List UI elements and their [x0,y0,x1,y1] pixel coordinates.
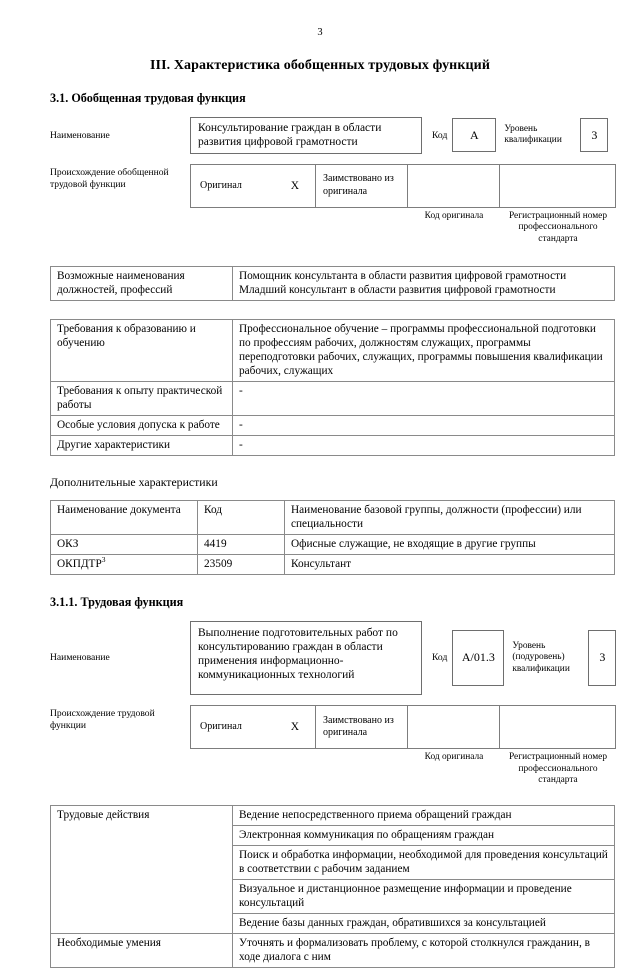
extra-characteristics-label: Дополнительные характеристики [50,474,218,489]
section-heading-3-1-1: 3.1.1. Трудовая функция [50,594,184,609]
caption-spacer-label [50,752,190,787]
requirement-label: Требования к опыту практической работы [51,381,233,415]
labor-action-item: Поиск и обработка информации, необходимой для проведения консультаций в соответствии с рабочим заданием [233,846,615,880]
table-row [51,435,615,455]
caption-spacer-cells [190,211,408,246]
origin-original-mark: X [290,179,299,192]
document-name: ОКЗ [57,537,79,550]
code-label: Код [432,652,448,664]
name-label: Наименование [50,652,110,664]
requirement-value: - [233,381,615,415]
generalized-function-origin-row [50,164,616,208]
table-header-row [51,500,615,534]
cell-document [51,534,198,554]
origin-grid [190,705,616,749]
origin-captions-row [50,211,616,246]
possible-titles-values [233,266,615,300]
table-row [51,554,615,574]
labor-function-origin-row [50,705,616,749]
labor-function-code-value: A/01.3 [452,630,504,686]
origin-borrowed-cell: Заимствовано из оригинала [316,706,408,748]
origin-original-label: Оригинал [200,721,242,733]
origin-label: Происхождение трудовой функции [50,707,155,732]
extra-characteristics-table [50,500,615,575]
page-title: III. Характеристика обобщенных трудовых функций [149,57,491,73]
labor-action-item: Ведение базы данных граждан, обратившихся за консультацией [233,914,615,934]
table-row [51,381,615,415]
list-item: Помощник консультанта в области развития цифровой грамотности [239,269,567,282]
qualification-level-label: Уровень квалификации [504,123,562,146]
code-label: Код [432,129,448,141]
origin-reg-blank-cell [500,706,615,748]
requirement-label: Требования к образованию и обучению [51,319,233,381]
column-header-code: Код [198,500,285,534]
caption-code-origin: Код оригинала [424,751,484,762]
generalized-function-name-row [50,117,616,154]
name-label: Наименование [50,129,110,141]
labor-action-item: Ведение непосредственного приема обращений граждан [233,806,615,826]
required-skills-label: Необходимые умения [51,934,233,968]
table-row [51,319,615,381]
table-row [51,534,615,554]
origin-original-mark: X [290,720,299,733]
table-row [51,806,615,826]
caption-spacer-label [50,211,190,246]
origin-code-blank-cell [408,165,500,207]
table-row [51,266,615,300]
possible-job-titles-table [50,266,615,301]
labor-function-name-value: Выполнение подготовительных работ по консультированию граждан в области применения информационно-коммуникационных технологий [190,621,422,695]
possible-titles-label: Возможные наименования должностей, профессий [51,266,233,300]
document-page [0,27,640,964]
required-skill-item: Уточнять и формализовать проблему, с которой столкнулся гражданин, в ходе диалога с ним [233,934,615,968]
caption-registration-number: Регистрационный номер профессионального стандарта [508,751,608,786]
table-row [51,415,615,435]
origin-label: Происхождение обобщенной трудовой функции [50,166,169,190]
qualification-level-value: 3 [580,118,608,152]
column-header-document: Наименование документа [51,500,198,534]
origin-code-blank-cell [408,706,500,748]
cell-document [51,554,198,574]
origin-captions-row [50,752,616,787]
requirement-label: Особые условия допуска к работе [51,415,233,435]
labor-actions-label: Трудовые действия [51,806,233,934]
generalized-function-name-value: Консультирование граждан в области развития цифровой грамотности [190,117,422,154]
requirement-label: Другие характеристики [51,435,233,455]
requirement-value: - [233,435,615,455]
cell-name: Офисные служащие, не входящие в другие группы [285,534,615,554]
document-footnote-marker: 3 [101,555,106,565]
caption-code-origin: Код оригинала [424,210,484,221]
section-heading-3-1: 3.1. Обобщенная трудовая функция [50,90,246,105]
caption-registration-number: Регистрационный номер профессионального стандарта [508,210,608,245]
origin-original-cell [191,706,316,748]
requirements-table [50,319,615,456]
labor-actions-table [50,805,615,968]
requirement-value: - [233,415,615,435]
origin-grid [190,164,616,208]
origin-borrowed-cell: Заимствовано из оригинала [316,165,408,207]
origin-original-cell [191,165,316,207]
origin-reg-blank-cell [500,165,615,207]
origin-original-label: Оригинал [200,180,242,192]
labor-action-item: Электронная коммуникация по обращениям граждан [233,826,615,846]
caption-spacer-cells [190,752,408,787]
labor-function-name-row [50,621,616,695]
cell-code: 4419 [198,534,285,554]
qualification-sublevel-value: 3 [588,630,616,686]
list-item: Младший консультант в области развития цифровой грамотности [239,283,556,296]
labor-action-item: Визуальное и дистанционное размещение информации и проведение консультаций [233,880,615,914]
document-name: ОКПДТР [57,557,102,570]
cell-name: Консультант [285,554,615,574]
page-number: 3 [317,27,323,38]
cell-code: 23509 [198,554,285,574]
generalized-function-code-value: A [452,118,496,152]
requirement-value: Профессиональное обучение – программы профессиональной подготовки по профессиям рабочих, должностям служащих, программы переподготовки рабочих, служащих, программы повышения квалификации рабочих, служащих [233,319,615,381]
qualification-sublevel-label: Уровень (подуровень) квалификации [512,640,570,674]
table-row [51,934,615,968]
column-header-name: Наименование базовой группы, должности (профессии) или специальности [285,500,615,534]
